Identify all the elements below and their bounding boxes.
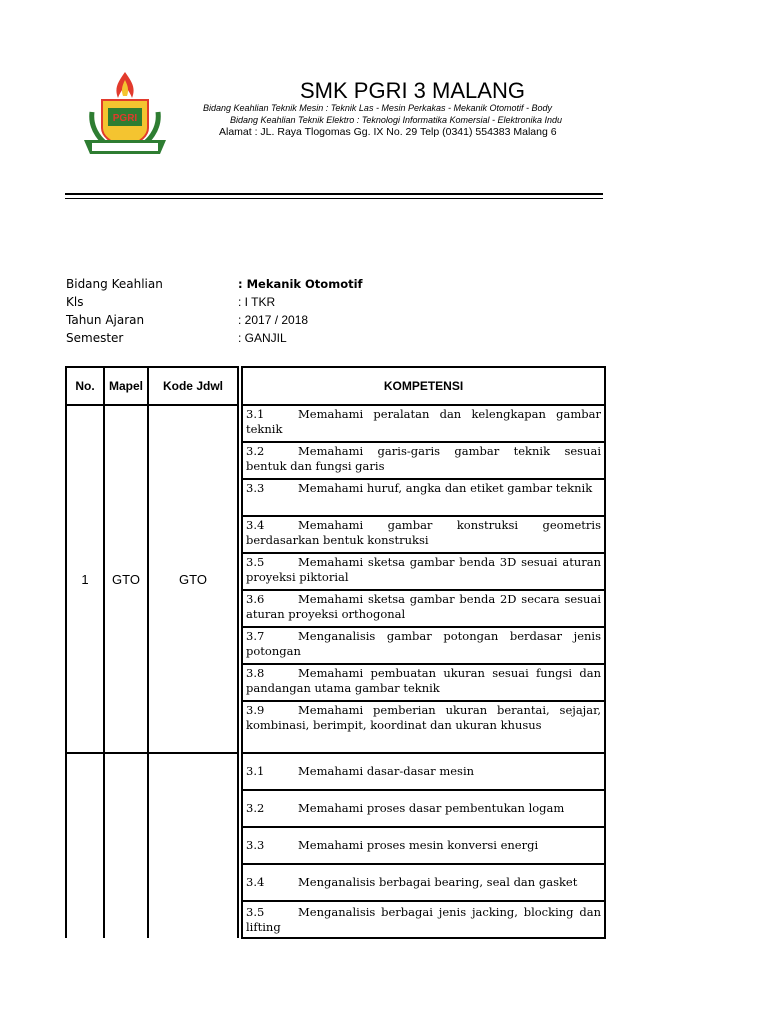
info-value-tahun: : 2017 / 2018 [238, 313, 309, 327]
header-rule-thin [65, 198, 603, 199]
table-row [66, 753, 605, 790]
kompetensi-item: 3.3 Memahami proses mesin konversi energi [242, 827, 605, 864]
header-no: No. [66, 367, 104, 405]
header-line-mesin: Bidang Keahlian Teknik Mesin : Teknik Las - Mesin Perkakas - Mekanik Otomotif - Body [203, 103, 552, 113]
header-kompetensi: KOMPETENSI [242, 367, 605, 405]
kompetensi-item: 3.5 Menganalisis berbagai jenis jacking, blocking dan lifting [242, 901, 605, 938]
info-label-bidang: Bidang Keahlian [66, 277, 163, 291]
kompetensi-item: 3.4 Menganalisis berbagai bearing, seal dan gasket [242, 864, 605, 901]
info-value-bidang: : Mekanik Otomotif [238, 277, 363, 291]
kompetensi-item: 3.1 Memahami dasar-dasar mesin [242, 753, 605, 790]
kompetensi-table [65, 366, 606, 939]
kompetensi-item: 3.2 Memahami garis-garis gambar teknik sesuai bentuk dan fungsi garis [242, 442, 605, 479]
kompetensi-item: 3.1 Memahami peralatan dan kelengkapan gambar teknik [242, 405, 605, 442]
cell-mapel: GTO [104, 405, 148, 753]
kompetensi-item: 3.8 Memahami pembuatan ukuran sesuai fungsi dan pandangan utama gambar teknik [242, 664, 605, 701]
kompetensi-item: 3.5 Memahami sketsa gambar benda 3D sesuai aturan proyeksi piktorial [242, 553, 605, 590]
header-kode: Kode Jdwl [148, 367, 238, 405]
table-row [66, 405, 605, 442]
header-line-elektro: Bidang Keahlian Teknik Elektro : Teknologi Informatika Komersial - Elektronika Indu [230, 115, 563, 125]
info-value-semester: : GANJIL [238, 331, 287, 345]
cell-no: 1 [66, 405, 104, 753]
kompetensi-item: 3.7 Menganalisis gambar potongan berdasar jenis potongan [242, 627, 605, 664]
logo-text: PGRI [112, 113, 138, 124]
table-header-row [66, 367, 605, 405]
pgri-logo [78, 70, 172, 162]
info-label-tahun: Tahun Ajaran [66, 313, 145, 327]
info-label-semester: Semester [66, 331, 124, 345]
kompetensi-item: 3.3 Memahami huruf, angka dan etiket gambar teknik [242, 479, 605, 516]
header-address: Alamat : JL. Raya Tlogomas Gg. IX No. 29 Telp (0341) 554383 Malang 6 [219, 126, 557, 138]
header-mapel: Mapel [104, 367, 148, 405]
kompetensi-item: 3.2 Memahami proses dasar pembentukan logam [242, 790, 605, 827]
info-label-kls: Kls [66, 295, 84, 309]
kompetensi-item: 3.6 Memahami sketsa gambar benda 2D secara sesuai aturan proyeksi orthogonal [242, 590, 605, 627]
school-name: SMK PGRI 3 MALANG [300, 78, 525, 103]
cell-kode: GTO [148, 405, 238, 753]
info-value-kls: : I TKR [238, 295, 276, 309]
kompetensi-item: 3.9 Memahami pemberian ukuran berantai, sejajar, kombinasi, berimpit, koordinat dan ukuran khusus [242, 701, 605, 753]
header-rule [65, 193, 603, 195]
kompetensi-item: 3.4 Memahami gambar konstruksi geometris berdasarkan bentuk konstruksi [242, 516, 605, 553]
